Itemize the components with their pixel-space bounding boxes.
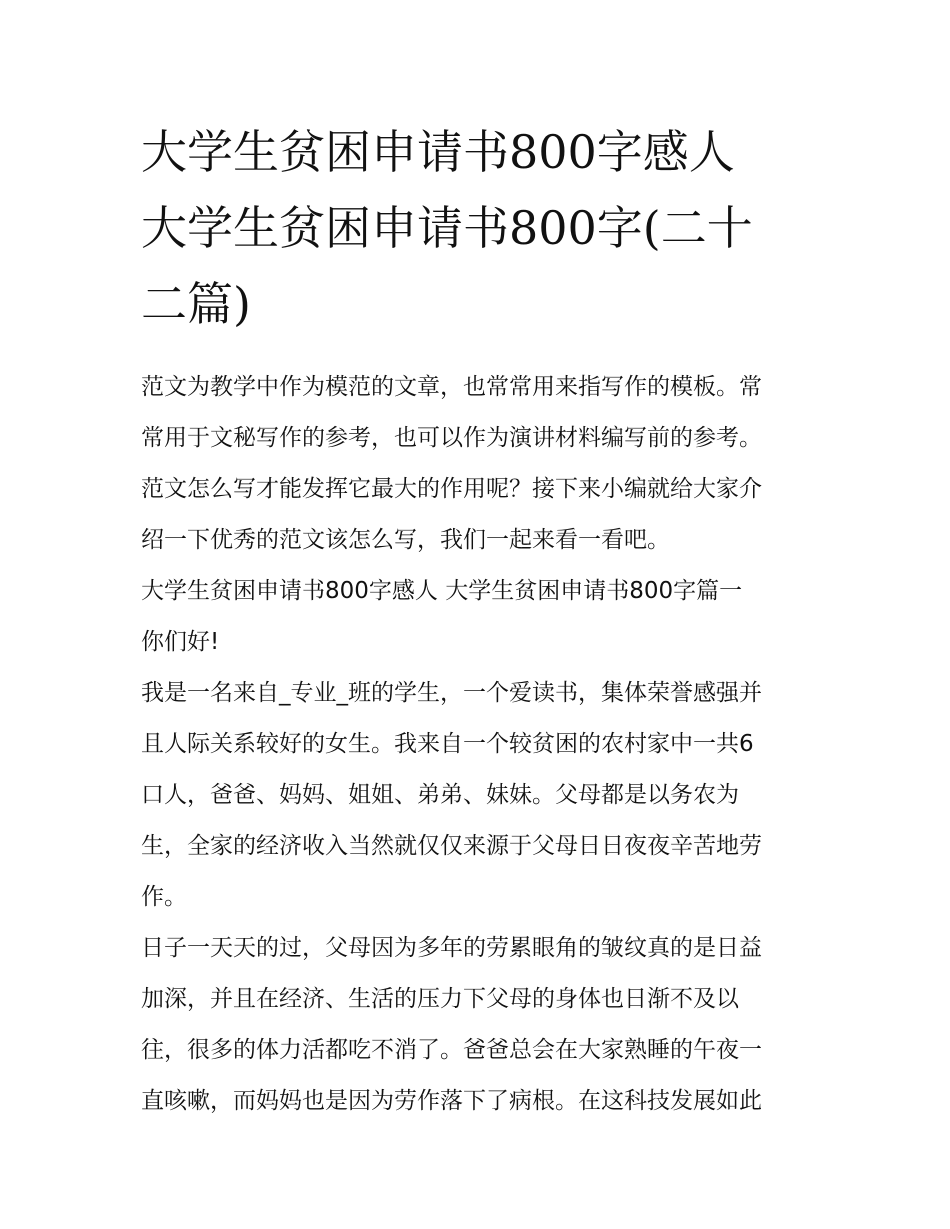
text-line: 我是一名来自_专业_班的学生，一个爱读书，集体荣誉感强并	[141, 680, 762, 706]
text-line: 日子一天天的过，父母因为多年的劳累眼角的皱纹真的是日益	[141, 935, 762, 961]
text-line: 范文为教学中作为模范的文章，也常常用来指写作的模板。常	[141, 374, 762, 400]
document-page	[141, 114, 813, 1127]
text-line: 生，全家的经济收入当然就仅仅来源于父母日日夜夜辛苦地劳	[141, 833, 762, 859]
text-line: 你们好!	[141, 629, 220, 655]
text-line: 大学生贫困申请书800字感人 大学生贫困申请书800字篇一	[141, 578, 743, 604]
text-line: 范文怎么写才能发挥它最大的作用呢？接下来小编就给大家介	[141, 476, 762, 502]
text-line: 往，很多的体力活都吃不消了。爸爸总会在大家熟睡的午夜一	[141, 1037, 762, 1063]
document-body	[141, 362, 813, 1127]
text-line: 作。	[141, 884, 187, 910]
text-line: 常用于文秘写作的参考，也可以作为演讲材料编写前的参考。	[141, 425, 762, 451]
body-paragraph-2	[141, 923, 813, 1127]
intro-paragraph	[141, 362, 813, 566]
text-line: 加深，并且在经济、生活的压力下父母的身体也日渐不及以	[141, 986, 739, 1012]
title-line: 大学生贫困申请书800字感人	[141, 125, 735, 179]
body-paragraph-1	[141, 668, 813, 923]
text-line: 且人际关系较好的女生。我来自一个较贫困的农村家中一共6	[141, 731, 754, 757]
text-line: 绍一下优秀的范文该怎么写，我们一起来看一看吧。	[141, 527, 670, 553]
text-line: 直咳嗽，而妈妈也是因为劳作落下了病根。在这科技发展如此	[141, 1088, 762, 1114]
document-title	[141, 114, 813, 342]
title-line: 二篇)	[141, 277, 251, 331]
text-line: 口人，爸爸、妈妈、姐姐、弟弟、妹妹。父母都是以务农为	[141, 782, 739, 808]
greeting	[141, 617, 813, 668]
section-heading	[141, 566, 813, 617]
title-line: 大学生贫困申请书800字(二十	[141, 201, 753, 255]
